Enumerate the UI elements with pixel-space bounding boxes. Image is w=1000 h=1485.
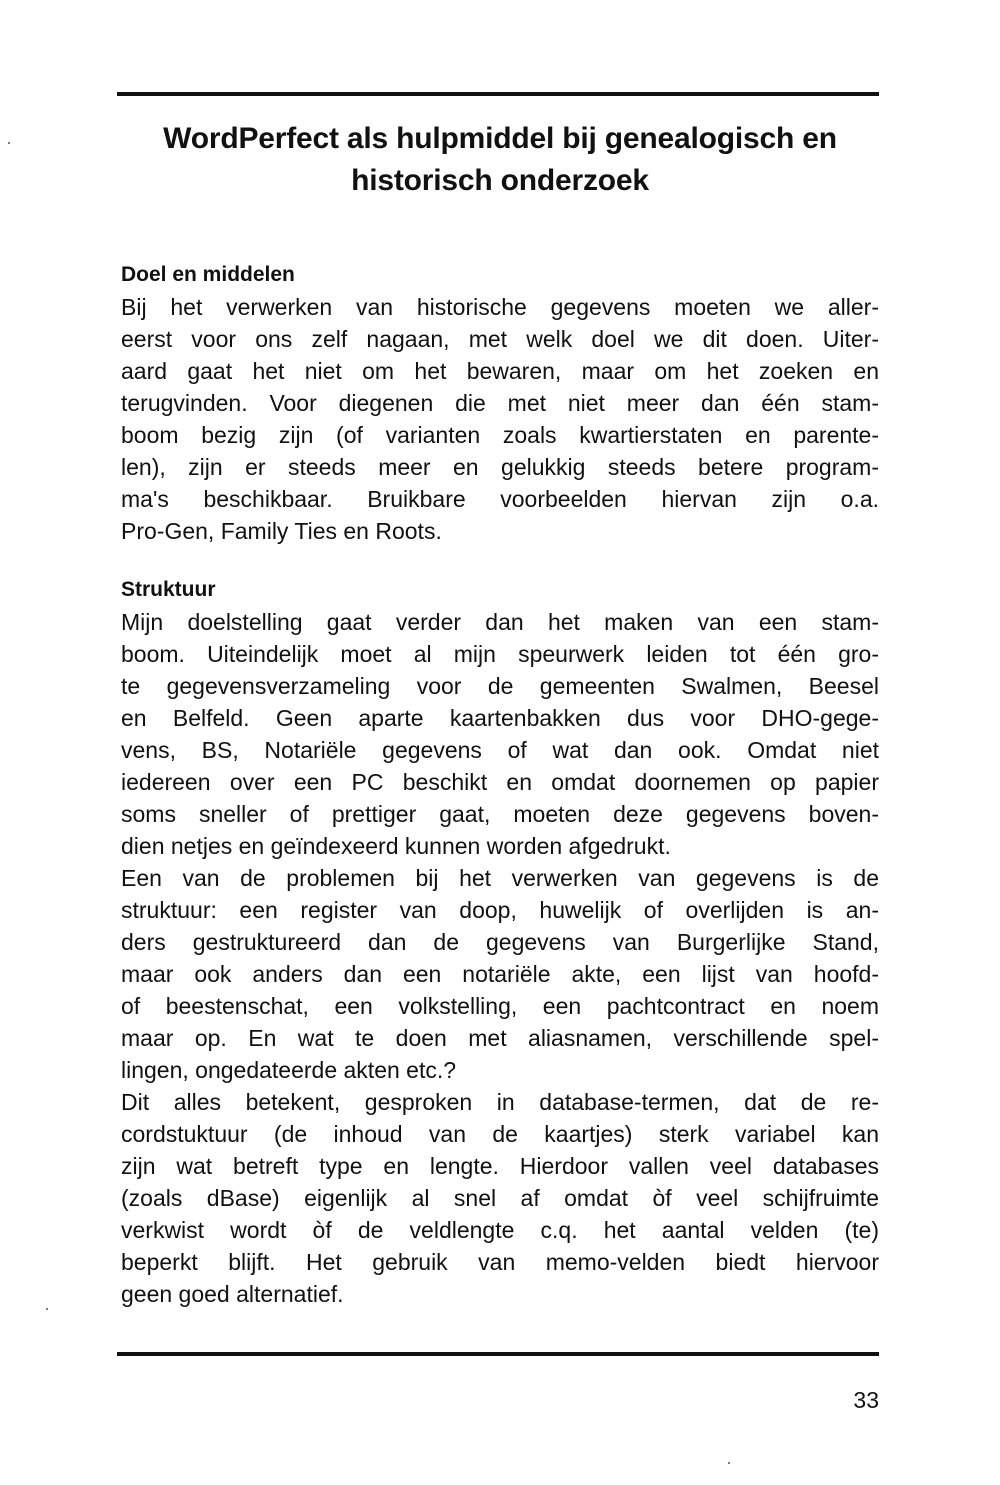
- body-line: ders gestruktureerd dan de gegevens van Burgerlijke Stand,: [121, 929, 879, 955]
- body-line: iedereen over een PC beschikt en omdat doornemen op papier: [121, 769, 879, 795]
- page-number: 33: [853, 1387, 879, 1413]
- body-line: Pro-Gen, Family Ties en Roots.: [121, 518, 442, 544]
- body-line: Bij het verwerken van historische gegevens moeten we aller-: [121, 294, 879, 320]
- body-line: boom. Uiteindelijk moet al mijn speurwerk leiden tot één gro-: [121, 641, 879, 667]
- top-rule: [117, 92, 879, 96]
- body-line: eerst voor ons zelf nagaan, met welk doel we dit doen. Uiter-: [121, 326, 879, 352]
- section-heading: Doel en middelen: [121, 263, 295, 286]
- body-line: ma's beschikbaar. Bruikbare voorbeelden hiervan zijn o.a.: [121, 486, 879, 512]
- bottom-rule: [117, 1352, 879, 1356]
- section-heading: Struktuur: [121, 578, 216, 601]
- body-line: soms sneller of prettiger gaat, moeten deze gegevens boven-: [121, 801, 879, 827]
- body-line: boom bezig zijn (of varianten zoals kwartierstaten en parente-: [121, 422, 879, 448]
- body-line: dien netjes en geïndexeerd kunnen worden afgedrukt.: [121, 833, 671, 859]
- body-line: en Belfeld. Geen aparte kaartenbakken dus voor DHO-gege-: [121, 705, 879, 731]
- page-title: [110, 118, 890, 202]
- body-line: zijn wat betreft type en lengte. Hierdoor vallen veel databases: [121, 1153, 879, 1179]
- scan-speck: [728, 1462, 730, 1464]
- title-line-2: historisch onderzoek: [351, 164, 649, 197]
- body-line: lingen, ongedateerde akten etc.?: [121, 1057, 457, 1083]
- body-line: Een van de problemen bij het verwerken van gegevens is de: [121, 865, 879, 891]
- body-line: beperkt blijft. Het gebruik van memo-velden biedt hiervoor: [121, 1249, 879, 1275]
- body-line: Mijn doelstelling gaat verder dan het maken van een stam-: [121, 609, 879, 635]
- body-line: Dit alles betekent, gesproken in database-termen, dat de re-: [121, 1089, 879, 1115]
- body-line: (zoals dBase) eigenlijk al snel af omdat òf veel schijfruimte: [121, 1185, 879, 1211]
- body-line: len), zijn er steeds meer en gelukkig steeds betere program-: [121, 454, 879, 480]
- body-line: cordstuktuur (de inhoud van de kaartjes) sterk variabel kan: [121, 1121, 879, 1147]
- scan-speck: [46, 1308, 48, 1310]
- body-line: aard gaat het niet om het bewaren, maar om het zoeken en: [121, 358, 879, 384]
- section-struktuur: [121, 574, 879, 1310]
- body-line: te gegevensverzameling voor de gemeenten Swalmen, Beesel: [121, 673, 879, 699]
- body-line: struktuur: een register van doop, huwelijk of overlijden is an-: [121, 897, 879, 923]
- body-line: terugvinden. Voor diegenen die met niet meer dan één stam-: [121, 390, 879, 416]
- body-line: vens, BS, Notariële gegevens of wat dan ook. Omdat niet: [121, 737, 879, 763]
- body-line: of beestenschat, een volkstelling, een pachtcontract en noem: [121, 993, 879, 1019]
- body-line: maar ook anders dan een notariële akte, een lijst van hoofd-: [121, 961, 879, 987]
- title-line-1: WordPerfect als hulpmiddel bij genealogisch en: [163, 122, 837, 155]
- section-doel-en-middelen: [121, 259, 879, 547]
- body-line: verkwist wordt òf de veldlengte c.q. het aantal velden (te): [121, 1217, 879, 1243]
- scan-speck: [8, 142, 10, 144]
- body-line: maar op. En wat te doen met aliasnamen, verschillende spel-: [121, 1025, 879, 1051]
- body-line: geen goed alternatief.: [121, 1281, 344, 1307]
